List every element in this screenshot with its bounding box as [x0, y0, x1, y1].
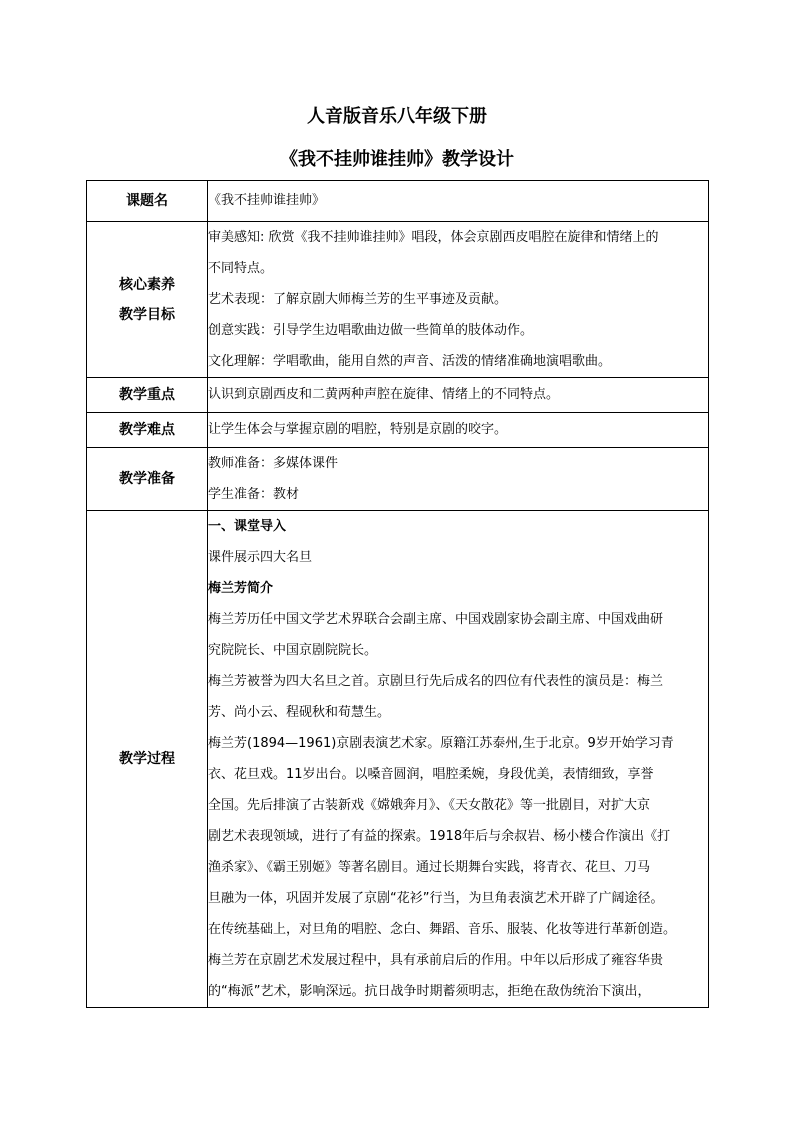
process-line: 梅兰芳被誉为四大名旦之首。京剧旦行先后成名的四位有代表性的演员是：梅兰	[208, 674, 664, 689]
process-line: 梅兰芳(1894—1961)京剧表演艺术家。原籍江苏泰州,生于北京。9岁开始学习青	[208, 736, 674, 751]
preparation-label: 教学准备	[87, 448, 208, 511]
process-line: 究院院长、中国京剧院院长。	[208, 643, 378, 658]
objectives-label-line2: 教学目标	[119, 306, 175, 323]
difficulties-label: 教学难点	[87, 413, 208, 448]
process-line: 全国。先后排演了古装新戏《嫦娥奔月》、《天女散花》等一批剧目，对扩大京	[208, 798, 651, 813]
process-section-heading: 一、课堂导入	[208, 519, 287, 534]
process-line: 旦融为一体，巩固并发展了京剧“花衫”行当，为旦角表演艺术开辟了广阔途径。	[208, 891, 664, 906]
objective-line: 不同特点。	[208, 261, 274, 276]
objective-line: 艺术表现：了解京剧大师梅兰芳的生平事迹及贡献。	[208, 292, 508, 307]
table-row-difficulties	[87, 413, 709, 448]
table-row-preparation	[87, 448, 709, 511]
document-title: 人音版音乐八年级下册	[307, 106, 487, 127]
process-label: 教学过程	[87, 511, 208, 1008]
difficulties-value: 让学生体会与掌握京剧的唱腔，特别是京剧的咬字。	[208, 413, 709, 448]
process-line: 芳、尚小云、程砚秋和荀慧生。	[208, 705, 391, 720]
process-intro-line: 课件展示四大名旦	[208, 550, 313, 565]
process-line: 的“梅派”艺术，影响深远。抗日战争时期蓄须明志，拒绝在敌伪统治下演出，	[208, 984, 651, 999]
objectives-content	[208, 222, 709, 378]
document-subtitle: 《我不挂帅谁挂帅》教学设计	[280, 149, 514, 170]
process-line: 梅兰芳在京剧艺术发展过程中，具有承前启后的作用。中年以后形成了雍容华贵	[208, 953, 664, 968]
table-row-key-points	[87, 378, 709, 413]
key-points-value: 认识到京剧西皮和二黄两种声腔在旋律、情绪上的不同特点。	[208, 378, 709, 413]
process-line: 梅兰芳历任中国文学艺术界联合会副主席、中国戏剧家协会副主席、中国戏曲研	[208, 612, 664, 627]
lesson-plan-table	[86, 180, 709, 1008]
process-line: 衣、花旦戏。11岁出台。以嗓音圆润，唱腔柔婉，身段优美，表情细致，享誉	[208, 767, 654, 782]
process-line: 渔杀家》、《霸王别姬》等著名剧目。通过长期舞台实践，将青衣、花旦、刀马	[208, 860, 651, 875]
topic-label: 课题名	[87, 181, 208, 222]
key-points-label: 教学重点	[87, 378, 208, 413]
objective-line: 创意实践：引导学生边唱歌曲边做一些简单的肢体动作。	[208, 323, 534, 338]
process-content	[208, 511, 709, 1008]
process-line: 在传统基础上，对旦角的唱腔、念白、舞蹈、音乐、服装、化妆等进行革新创造。	[208, 922, 677, 937]
process-line: 剧艺术表现领域，进行了有益的探索。1918年后与余叔岩、杨小楼合作演出《打	[208, 829, 671, 844]
objectives-label-line1: 核心素养	[119, 276, 175, 293]
table-row-objectives	[87, 222, 709, 378]
preparation-line: 学生准备：教材	[208, 487, 300, 502]
objectives-label	[87, 222, 208, 378]
process-subheading: 梅兰芳简介	[208, 581, 274, 596]
preparation-content	[208, 448, 709, 511]
objective-line: 审美感知: 欣赏《我不挂帅谁挂帅》唱段，体会京剧西皮唱腔在旋律和情绪上的	[208, 230, 659, 245]
objective-line: 文化理解：学唱歌曲，能用自然的声音、活泼的情绪准确地演唱歌曲。	[208, 354, 612, 369]
table-row-process	[87, 511, 709, 1008]
topic-value: 《我不挂帅谁挂帅》	[208, 181, 709, 222]
table-row-topic	[87, 181, 709, 222]
preparation-line: 教师准备：多媒体课件	[208, 456, 339, 471]
